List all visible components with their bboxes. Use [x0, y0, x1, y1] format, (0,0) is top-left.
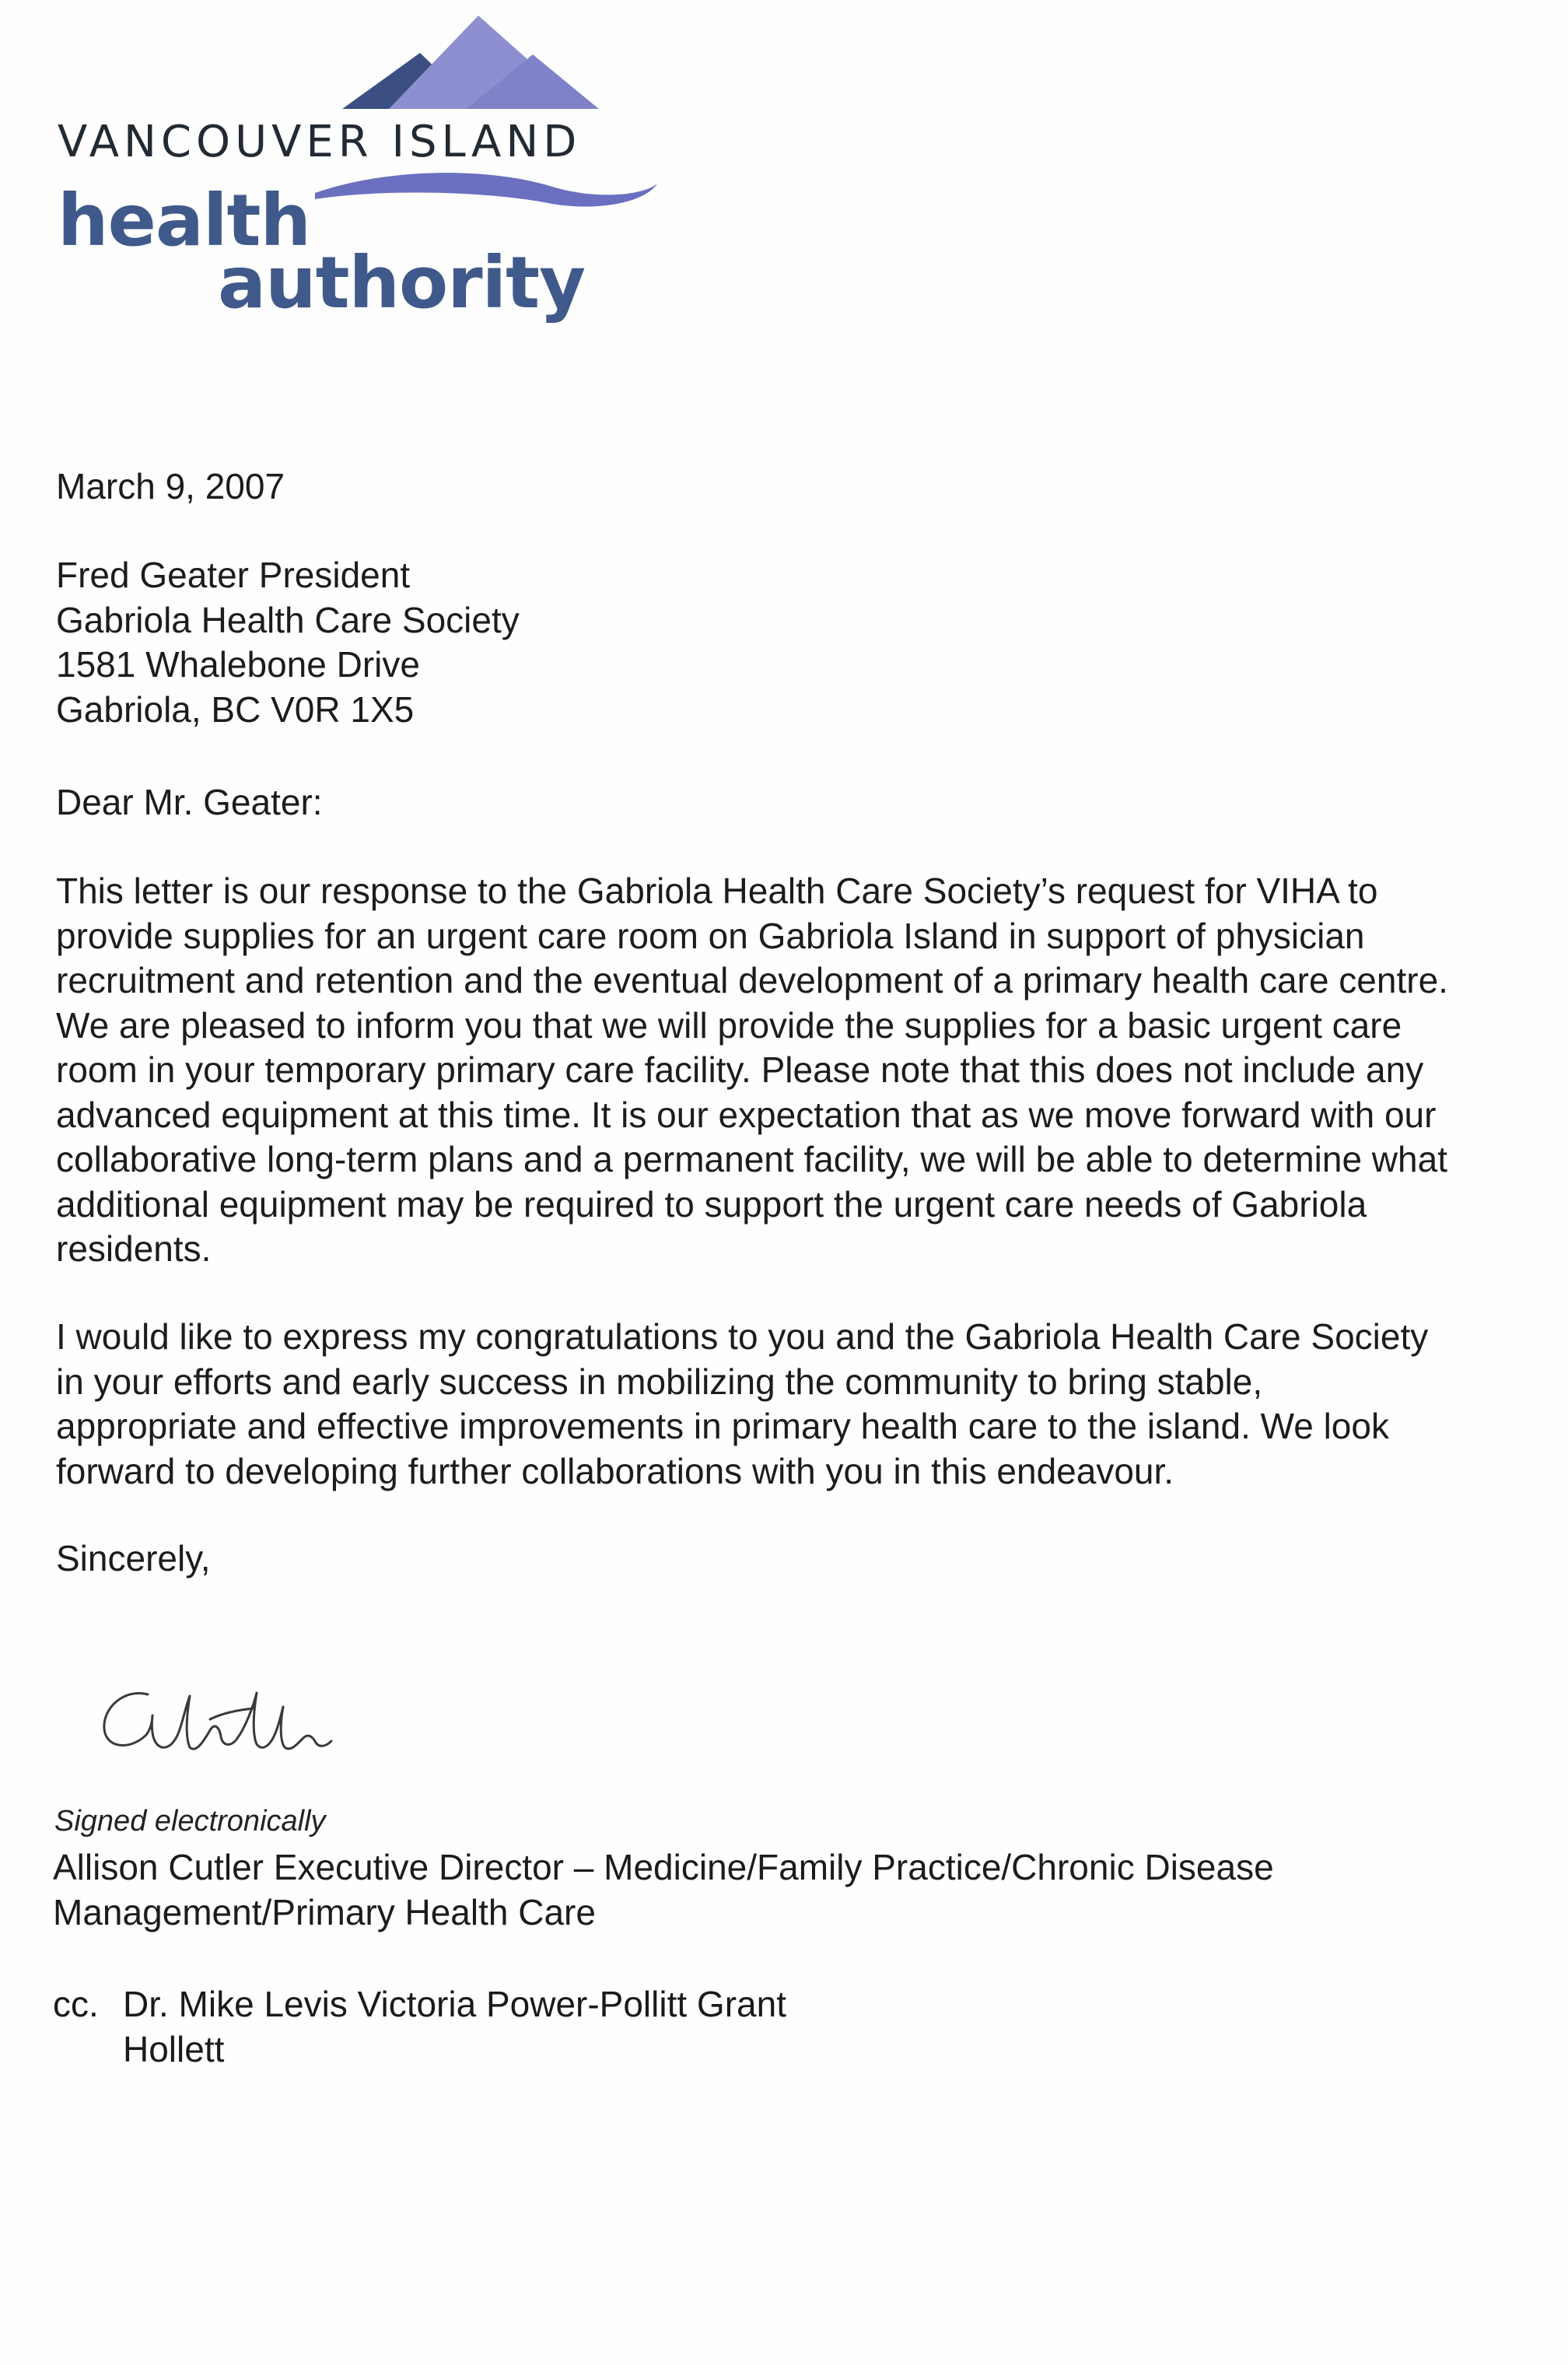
body-paragraph-2	[56, 1315, 1428, 1494]
signatory-block	[53, 1845, 1274, 1935]
paragraph-line: We are pleased to inform you that we will provide the supplies for a basic urgent care	[56, 1004, 1402, 1046]
paragraph-line: appropriate and effective improvements in primary health care to the island. We look	[56, 1406, 1389, 1446]
cc-line: Hollett	[123, 2028, 225, 2069]
paragraph-line: recruitment and retention and the eventual development of a primary health care centre.	[56, 960, 1448, 1000]
paragraph-line: This letter is our response to the Gabriola Health Care Society’s request for VIHA to	[56, 871, 1378, 911]
paragraph-line: room in your temporary primary care facility. Please note that this does not include any	[56, 1049, 1424, 1090]
recipient-line: Gabriola, BC V0R 1X5	[56, 688, 415, 730]
paragraph-line: collaborative long-term plans and a permanent facility, we will be able to determine what	[56, 1139, 1447, 1179]
paragraph-line: I would like to express my congratulations to you and the Gabriola Health Care Society	[56, 1316, 1429, 1357]
signed-electronically-note: Signed electronically	[54, 1805, 326, 1838]
logo-org-name: VANCOUVER ISLAND	[58, 117, 582, 167]
paragraph-line: residents.	[56, 1228, 212, 1269]
viha-logo	[54, 8, 677, 335]
signatory-line: Allison Cutler Executive Director – Medicine/Family Practice/Chronic Disease	[53, 1847, 1274, 1887]
recipient-address	[56, 553, 520, 732]
handwritten-signature	[93, 1673, 420, 1774]
recipient-line: Fred Geater President	[56, 555, 411, 595]
salutation: Dear Mr. Geater:	[56, 782, 323, 822]
letter-date: March 9, 2007	[56, 466, 285, 506]
paragraph-line: provide supplies for an urgent care room on Gabriola Island in support of physician	[56, 915, 1365, 956]
cc-line: Dr. Mike Levis Victoria Power-Pollitt Grant	[123, 1984, 786, 2024]
signatory-line: Management/Primary Health Care	[53, 1891, 596, 1932]
paragraph-line: in your efforts and early success in mobilizing the community to bring stable,	[56, 1361, 1263, 1402]
logo-authority: authority	[218, 241, 586, 324]
logo-health: health	[58, 179, 310, 262]
paragraph-line: advanced equipment at this time. It is our expectation that as we move forward with our	[56, 1094, 1437, 1135]
closing: Sincerely,	[56, 1538, 211, 1578]
paragraph-line: additional equipment may be required to support the urgent care needs of Gabriola	[56, 1183, 1367, 1225]
paragraph-line: forward to developing further collaborations with you in this endeavour.	[56, 1450, 1174, 1491]
recipient-line: Gabriola Health Care Society	[56, 599, 520, 640]
cc-label: cc.	[53, 1984, 99, 2024]
recipient-line: 1581 Whalebone Drive	[56, 644, 420, 685]
cc-recipients	[123, 1982, 786, 2072]
body-paragraph-1	[56, 869, 1448, 1272]
